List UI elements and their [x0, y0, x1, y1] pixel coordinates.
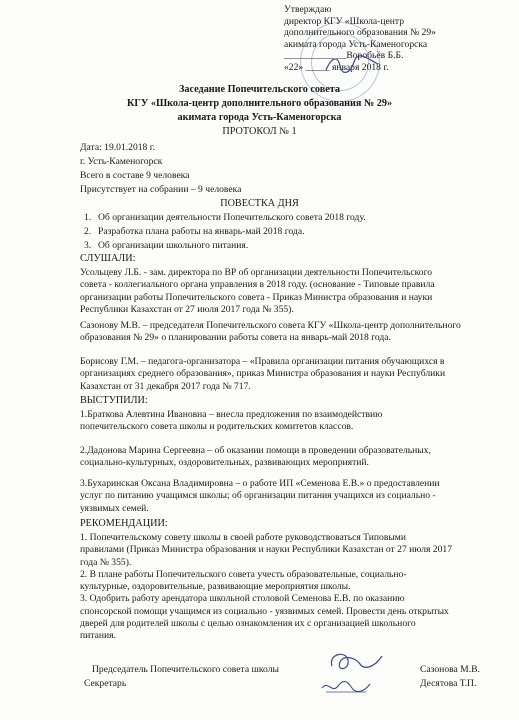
text-line: 3. Одобрить работу арендатора школьной столовой Семенова Е.В. по оказанию	[80, 593, 405, 605]
text-line: попечительского совета школы и родительских комитетов классов.	[80, 421, 354, 433]
heard-paragraph-3	[80, 356, 500, 393]
text-line: 1.Браткова Алевтина Ивановна – внесла предложения по взаимодействию	[80, 409, 383, 420]
agenda-item	[84, 226, 304, 238]
text-line: Борисову Г.М. – педагога-организатора – «Правила организации питания обучающихся в	[80, 356, 445, 367]
text-line: года № 355).	[80, 556, 132, 568]
agenda-item-num: 1.	[84, 212, 92, 223]
approval-line: _____________Воробьёв Б.Б.	[284, 50, 404, 62]
text-line: 2.Дадонова Марина Сергеевна – об оказании помощи в проведении образовательных,	[80, 445, 431, 456]
protocol-number: ПРОТОКОЛ № 1	[222, 126, 297, 137]
approval-line: директор КГУ «Школа-центр	[284, 15, 404, 27]
spoke-paragraph-3	[80, 478, 500, 515]
text-line: социально-культурных, оздоровительных, развивающих мероприятий.	[80, 457, 369, 469]
chair-name: Сазонова М.В.	[420, 664, 480, 675]
heard-paragraph-1	[80, 267, 500, 316]
agenda-item-num: 2.	[84, 226, 92, 237]
text-line: Республики Казахстан от 27 июля 2017 года № 355).	[80, 303, 294, 315]
heard-heading: СЛУШАЛИ:	[80, 253, 136, 264]
director-signature	[322, 52, 382, 76]
approval-line: акимата города Усть-Каменогорска	[284, 38, 428, 50]
text-line: организациях среднего образования», приказ Министра образования и науки Республики	[80, 368, 446, 380]
chair-signature	[326, 648, 386, 676]
spoke-heading: ВЫСТУПИЛИ:	[80, 395, 148, 406]
text-line: спонсорской помощи учащимся из социально - уязвимых семей. Провести день открытых	[80, 605, 449, 617]
agenda-item-text: Разработка плана работы на январь-май 2018 года.	[98, 226, 305, 237]
text-line: правилами (Приказ Министра образования и науки Республики Казахстан от 27 июля 2017	[80, 544, 452, 556]
secretary-role: Секретарь	[84, 678, 127, 689]
spoke-paragraph-2	[80, 445, 500, 470]
text-line: 1. Попечительскому совету школы в своей работе руководствоваться Типовыми	[80, 532, 407, 543]
secretary-name: Десятова Т.П.	[420, 678, 477, 689]
text-line: Казахстан от 31 декабря 2017 года № 717.	[80, 380, 251, 392]
agenda-item-num: 3.	[84, 240, 92, 251]
text-line: организации работы Попечительского совета - Приказ Министра образования и науки	[80, 291, 433, 303]
spoke-paragraph-1	[80, 409, 500, 434]
text-line: 3.Бухаринская Оксана Владимировна – о работе ИП «Семенова Е.В.» о предоставлении	[80, 478, 440, 489]
text-line: Усольцеву Л.Б. - зам. директора по ВР об организации деятельности Попечительского	[80, 267, 433, 278]
recommendations-list	[80, 532, 500, 643]
akimat-title: акимата города Усть-Каменогорска	[177, 112, 342, 123]
meeting-date: Дата: 19.01.2018 г.	[80, 142, 156, 153]
agenda-item	[84, 240, 248, 252]
meeting-city: г. Усть-Каменогорск	[80, 156, 163, 167]
agenda-item-text: Об организации школьного питания.	[98, 240, 249, 251]
agenda-item	[84, 212, 366, 224]
approval-line: дополнительного образования № 29»	[284, 27, 436, 39]
text-line: 2. В плане работы Попечительского совета учесть образовательные, социально-	[80, 568, 407, 580]
text-line: совета - коллегиального органа управления в 2018 году. (основание - Типовые правила	[80, 279, 435, 291]
text-line: культурные, оздоровительные, развивающие мероприятия школы.	[80, 581, 351, 593]
recommendations-heading: РЕКОМЕНДАЦИИ:	[80, 518, 168, 529]
text-line: услуг по питанию учащимся школы; об организации питания учащихся из социально -	[80, 490, 436, 502]
meeting-title: Заседание Попечительского совета	[179, 84, 340, 95]
text-line: питания.	[80, 630, 116, 642]
secretary-signature	[318, 676, 374, 698]
text-line: уязвимых семей.	[80, 502, 149, 514]
text-line: дверей для родителей школы с целью ознакомления их с организацией школьного	[80, 618, 416, 630]
composition-count: Всего в составе 9 человека	[80, 170, 190, 181]
text-line: образования № 29» о планировании работы совета на январь-май 2018 года.	[80, 332, 391, 344]
agenda-title: ПОВЕСТКА ДНЯ	[220, 198, 299, 209]
chair-role: Председатель Попечительского совета школы	[92, 664, 279, 675]
heard-paragraph-2	[80, 320, 500, 345]
approval-line: «22» _____ января 2018 г.	[284, 61, 389, 73]
text-line: Сазонову М.В. – председателя Попечительского совета КГУ «Школа-центр дополнительного	[80, 320, 461, 331]
present-count: Присутствует на собрании – 9 человека	[80, 184, 242, 195]
school-title: КГУ «Школа-центр дополнительного образования № 29»	[126, 98, 393, 109]
agenda-item-text: Об организации деятельности Попечительского совета 2018 году.	[98, 212, 366, 223]
approval-line: Утверждаю	[284, 4, 332, 15]
